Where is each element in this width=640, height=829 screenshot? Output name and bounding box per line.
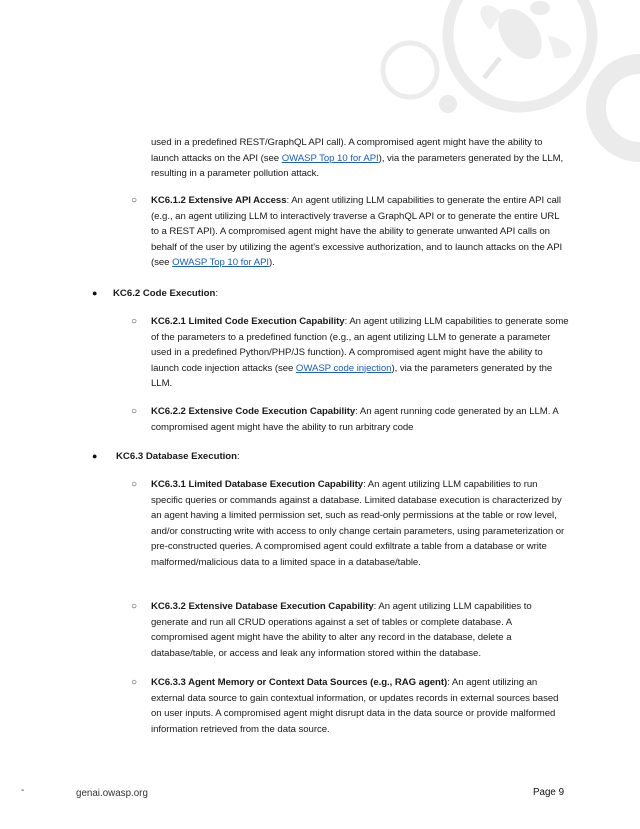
body-text: used in a predefined REST/GraphQL API call). A compromised agent might have the ability to launch attacks on the API (see: [151, 137, 543, 164]
paragraph-kc632: [151, 599, 569, 661]
item-title: KC6.2 Code Execution: [113, 288, 216, 299]
separator: :: [344, 316, 350, 327]
body-text: An agent utilizing LLM capabilities to generate and run all CRUD operations against a set of tables or complete database. A compromised agent might have the ability to alter any record in the database, delete a database/table, or access and leak any information stored within the database.: [151, 601, 532, 659]
separator: :: [447, 677, 452, 688]
item-title: KC6.3 Database Execution: [116, 451, 238, 462]
deco-dot: [439, 95, 457, 113]
item-title: KC6.2.2 Extensive Code Execution Capability: [151, 406, 356, 417]
paragraph-kc622: [151, 404, 569, 435]
separator: :: [363, 479, 368, 490]
item-title: KC6.3.2 Extensive Database Execution Capability: [151, 601, 374, 612]
hollow-bullet-icon: ○: [131, 677, 138, 688]
hollow-bullet-icon: ○: [131, 316, 138, 327]
separator: :: [215, 288, 219, 299]
link-owasp-top10-api[interactable]: OWASP Top 10 for API: [281, 152, 379, 164]
body-text: An agent utilizing an external data source to gain contextual information, or updates records in external sources based on user inputs. A compromised agent might disrupt data in the data source or provide malformed information retrieved from the data source.: [151, 677, 559, 735]
footer-website[interactable]: genai.owasp.org: [76, 788, 148, 799]
page-number: Page 9: [533, 787, 565, 798]
body-text: An agent utilizing LLM capabilities to generate some of the parameters to a predefined function (e.g., an agent utilizing LLM to generate a parameter used in a predefined Python/PHP/JS function). A compromised agent might have the ability to launch code injection attacks (see: [151, 316, 569, 374]
body-text: ), via the parameters generated by the LLM, resulting in a parameter pollution attack.: [151, 152, 564, 180]
heading-kc62: [113, 286, 218, 302]
paragraph-kc633: [151, 675, 569, 737]
hollow-bullet-icon: ○: [131, 195, 138, 206]
paragraph-kc621: [151, 314, 569, 392]
hollow-bullet-icon: ○: [131, 479, 138, 490]
body-text: ), via the parameters generated by the LLM.: [151, 362, 553, 390]
paragraph-kc612: [151, 193, 569, 271]
heading-kc63: [116, 449, 240, 465]
body-text: ).: [269, 257, 275, 269]
separator: :: [237, 451, 240, 462]
footer-dash: -: [21, 785, 25, 796]
bullet-icon: ●: [92, 288, 98, 298]
bullet-icon: ●: [92, 451, 98, 461]
separator: :: [373, 601, 379, 612]
item-title: KC6.3.1 Limited Database Execution Capability: [151, 479, 364, 490]
body-text: An agent utilizing LLM capabilities to run specific queries or commands against a database. Limited database execution is characterized by an agent having a limited permission set, such as read-only permissions at the table or row level, and/or constructing write with access to only change certain parameters, using parameterization or pre-constructed queries. A compromised agent could exfiltrate a table from a database or write malformed/malicious data to a limited space in a database/table.: [151, 479, 565, 568]
paragraph-kc631: [151, 477, 569, 571]
wasp-logo-icon: [480, 1, 571, 78]
item-title: KC6.2.1 Limited Code Execution Capability: [151, 316, 345, 327]
paragraph-kc611-continued: [151, 135, 569, 182]
hollow-bullet-icon: ○: [131, 601, 138, 612]
item-title: KC6.1.2 Extensive API Access: [151, 195, 287, 206]
hollow-bullet-icon: ○: [131, 406, 138, 417]
link-owasp-code-injection[interactable]: OWASP code injection: [295, 362, 392, 374]
deco-ring-large: [596, 64, 640, 152]
body-text: An agent running code generated by an LLM. A compromised agent might have the ability to run arbitrary code: [151, 406, 559, 433]
item-title: KC6.3.3 Agent Memory or Context Data Sources (e.g., RAG agent): [151, 677, 448, 688]
link-owasp-top10-api[interactable]: OWASP Top 10 for API: [172, 257, 270, 269]
deco-ring-small: [383, 43, 437, 97]
body-text: An agent utilizing LLM capabilities to generate the entire API call (e.g., an agent utilizing LLM to interactively traverse a GraphQL API or to generate the entire URL to a REST API). A compromised agent might have the ability to generate unwanted API calls on behalf of the user by utilizing the agent's excessive authorization, and to launch attacks on the API (see: [151, 195, 563, 269]
separator: :: [355, 406, 360, 417]
separator: :: [286, 195, 292, 206]
